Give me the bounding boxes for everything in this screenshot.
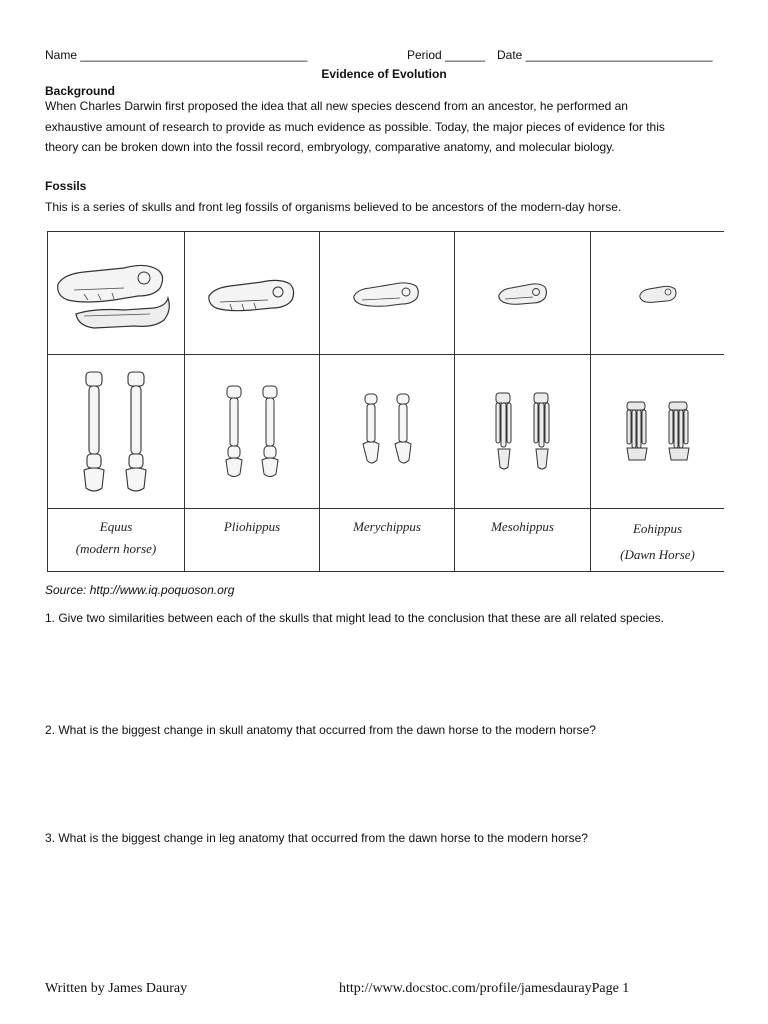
leg-merychippus xyxy=(320,355,454,508)
background-line: exhaustive amount of research to provide as much evidence as possible. Today, the major pieces of evidence for this xyxy=(45,119,665,134)
question-1: 1. Give two similarities between each of the skulls that might lead to the conclusion that these are all related species. xyxy=(45,611,664,625)
caption-eohippus xyxy=(591,516,724,568)
horse-leg-bones-icon xyxy=(76,370,156,494)
horse-leg-bones-icon xyxy=(359,392,415,472)
horse-skull-icon xyxy=(352,274,422,312)
footer-author: Written by James Dauray xyxy=(45,981,188,996)
header-fields xyxy=(45,47,725,63)
date-field[interactable]: Date ____________________________ xyxy=(497,48,713,62)
fossil-table xyxy=(47,231,724,572)
caption-mesohippus xyxy=(455,516,590,538)
horse-skull-icon xyxy=(206,268,298,318)
skull-mesohippus xyxy=(455,232,590,354)
question-3: 3. What is the biggest change in leg anatomy that occurred from the dawn horse to the modern horse? xyxy=(45,831,588,845)
background-paragraph xyxy=(45,96,725,158)
question-2: 2. What is the biggest change in skull anatomy that occurred from the dawn horse to the modern horse? xyxy=(45,723,596,737)
horse-skull-icon xyxy=(638,280,678,306)
species-name: Merychippus xyxy=(353,519,421,534)
horse-leg-bones-icon xyxy=(219,384,285,480)
name-field[interactable]: Name __________________________________ xyxy=(45,48,308,62)
fossils-intro: This is a series of skulls and front leg fossils of organisms believed to be ancestors of the modern-day horse. xyxy=(45,200,622,214)
source-citation: Source: http://www.iq.poquoson.org xyxy=(45,583,235,597)
species-note: (modern horse) xyxy=(75,541,157,556)
skull-eohippus xyxy=(591,232,724,354)
species-name: Mesohippus xyxy=(491,519,554,534)
page-title: Evidence of Evolution xyxy=(321,67,447,81)
leg-eohippus xyxy=(591,355,724,508)
leg-pliohippus xyxy=(185,355,319,508)
fossils-heading: Fossils xyxy=(45,179,87,193)
period-field[interactable]: Period ______ xyxy=(407,48,486,62)
species-name: Equus xyxy=(99,519,133,534)
skull-merychippus xyxy=(320,232,454,354)
horse-leg-bones-icon xyxy=(623,400,693,464)
caption-pliohippus xyxy=(185,516,319,538)
background-line: When Charles Darwin first proposed the idea that all new species descend from an ancestor, he performed an xyxy=(45,99,628,113)
horse-skull-icon xyxy=(54,248,178,338)
horse-skull-icon xyxy=(497,277,549,309)
footer-url-page[interactable]: http://www.docstoc.com/profile/jamesdaurayPage 1 xyxy=(339,981,630,996)
species-note: (Dawn Horse) xyxy=(620,547,695,562)
species-name: Pliohippus xyxy=(223,519,281,534)
caption-equus xyxy=(48,516,184,560)
background-line: theory can be broken down into the fossil record, embryology, comparative anatomy, and molecular biology. xyxy=(45,140,615,154)
species-name: Eohippus xyxy=(632,521,683,536)
leg-mesohippus xyxy=(455,355,590,508)
horse-leg-bones-icon xyxy=(490,391,556,473)
skull-pliohippus xyxy=(185,232,319,354)
skull-equus xyxy=(48,232,184,354)
caption-merychippus xyxy=(320,516,454,538)
background-heading: Background xyxy=(45,84,116,98)
leg-equus xyxy=(48,355,184,508)
